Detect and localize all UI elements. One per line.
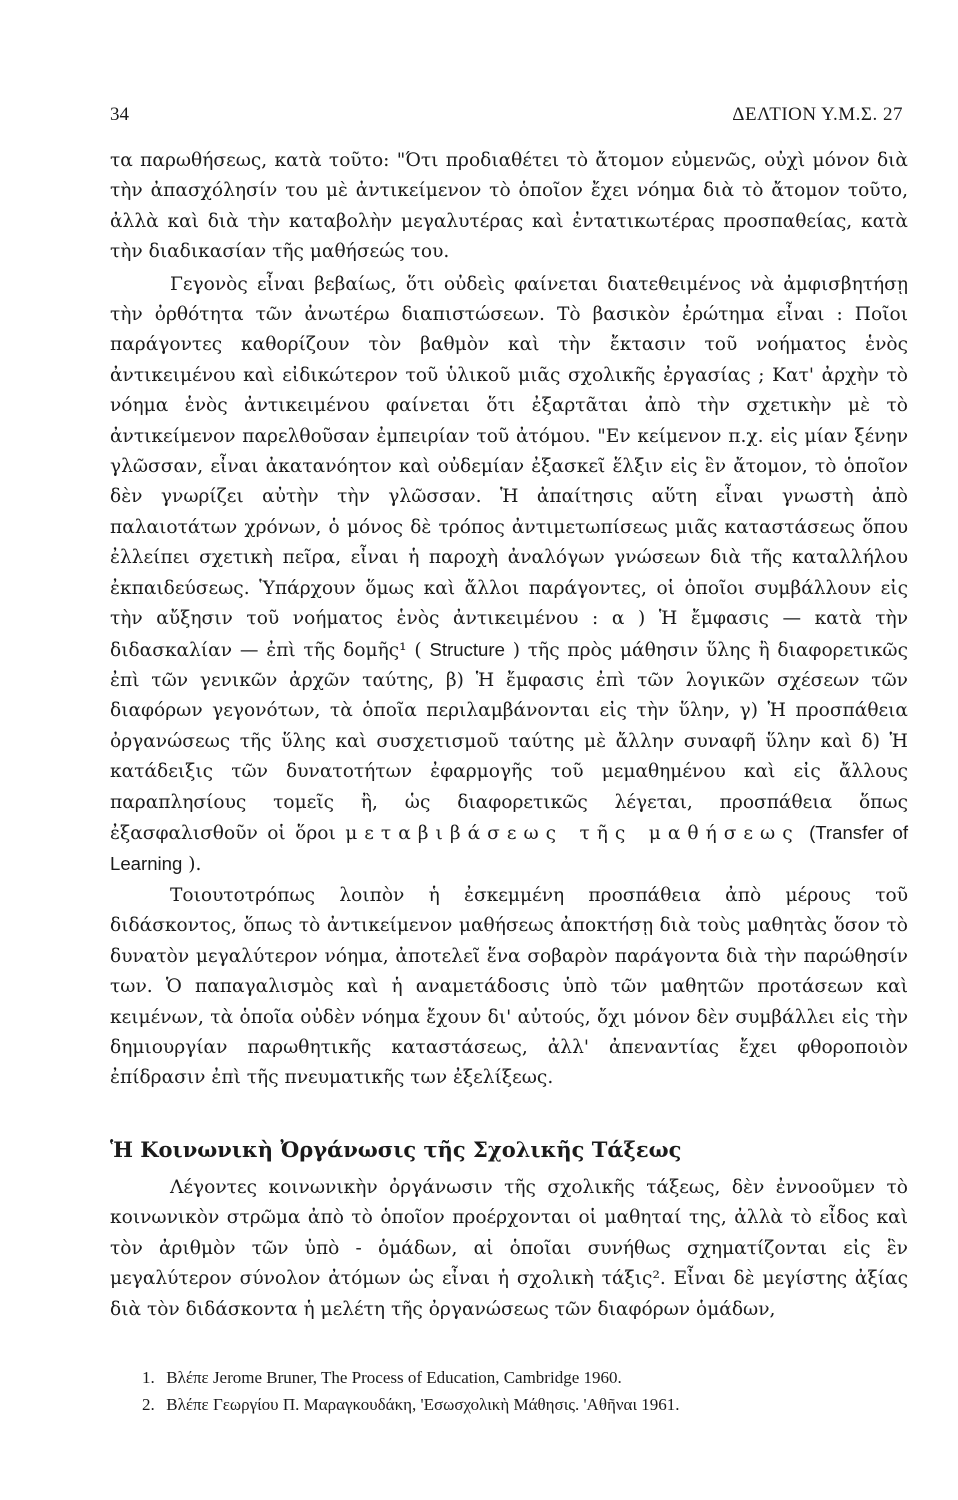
page-number: 34 — [110, 104, 129, 125]
spaced-emphasis: μεταβιβάσεως τῆς μαθήσεως — [345, 822, 800, 844]
term-structure: Structure — [429, 638, 505, 660]
footnote-text: Βλέπε Γεωργίου Π. Μαραγκουδάκη, 'Εσωσχολικὴ Μάθησις. 'Αθῆναι 1961. — [166, 1395, 680, 1414]
footnotes — [110, 1364, 908, 1418]
paragraph-conclusion: Τοιουτοτρόπως λοιπὸν ἡ ἐσκεμμένη προσπάθεια ἀπὸ μέρους τοῦ διδάσκοντος, ὅπως τὸ ἀντικείμενον μαθήσεως ἀποκτήσῃ διὰ τοὺς μαθητὰς ὅσον τὸ δυνατὸν μεγαλύτερον νόημα, ἀποτελεῖ ἕνα σοβαρὸν παράγοντα διὰ τὴν παρώθησίν των. Ὁ παπαγαλισμὸς καὶ ἡ αναμετάδοσις ὑπὸ τῶν μαθητῶν προτάσεων καὶ κειμένων, τὰ ὁποῖα οὐδὲν νόημα ἔχουν δι' αὐτούς, ὄχι μόνον δὲν συμβάλλει εἰς τὴν δημιουργίαν παρωθητικῆς καταστάσεως, ἀλλ' ἀπεναντίας ἔχει φθοροποιὸν ἐπίδρασιν ἐπὶ τῆς πνευματικῆς των ἐξελίξεως. — [110, 885, 908, 1089]
journal-title: ΔΕΛΤΙΟΝ Υ.Μ.Σ. 27 — [732, 104, 903, 125]
term-transfer-of-learning: (Transfer of Learning — [110, 821, 908, 875]
section-paragraph: Λέγοντες κοινωνικὴν ὀργάνωσιν τῆς σχολικῆς τάξεως, δὲν ἐννοοῦμεν τὸ κοινωνικὸν στρῶμα ἀπὸ τὸ ὁποῖον προέρχονται οἱ μαθηταί της, ἀλλὰ τὸ εἶδος καὶ τὸν ἀριθμὸν τῶν ὑπὸ - ὁμάδων, αἱ ὁποῖαι συνήθως σχηματίζονται εἰς ἓν μεγαλύτερον σύνολον ἀτόμων ὡς εἶναι ἡ σχολικὴ τάξις². Εἶναι δὲ μεγίστης ἀξίας διὰ τὸν διδάσκοντα ἡ μελέτη τῆς ὀργανώσεως τῶν διαφόρων ὁμάδων, — [110, 1177, 908, 1320]
footnote-number: 1. — [142, 1368, 155, 1387]
footnote-1 — [110, 1364, 908, 1391]
paragraph-text-part1: Γεγονὸς εἶναι βεβαίως, ὅτι οὐδεὶς φαίνεται διατεθειμένος νὰ ἀμφισβητήσῃ τὴν ὀρθότητα τῶν ἀνωτέρω διαπιστώσεων. Τὸ βασικὸν ἐρώτημα εἶναι : Ποῖοι παράγοντες καθορίζουν τὸν βαθμὸν καὶ τὴν ἔκτασιν τοῦ νοήματος ἑνὸς ἀντικειμένου καὶ εἰδικώτερον τοῦ ὑλικοῦ μιᾶς σχολικῆς ἐργασίας ; Κατ' ἀρχὴν τὸ νόημα ἑνὸς ἀντικειμένου φαίνεται ὅτι ἐξαρτᾶται ἀπὸ τὴν σχετικὴν μὲ τὸ ἀντικείμενον παρελθοῦσαν ἐμπειρίαν τοῦ ἀτόμου. "Εν κείμενον π.χ. εἰς μίαν ξένην γλῶσσαν, εἶναι ἀκατανόητον καὶ οὐδεμίαν ἐξασκεῖ ἕλξιν εἰς ἓν ἄτομον, τὸ ὁποῖον δὲν γνωρίζει αὐτὴν τὴν γλῶσσαν. Ἡ ἀπαίτησις αὕτη εἶναι γνωστὴ ἀπὸ παλαιοτάτων χρόνων, ὁ μόνος δὲ τρόπος ἀντιμετωπίσεως μιᾶς καταστάσεως ὅπου ἐλλείπει σχετικὴ πεῖρα, εἶναι ἡ παροχὴ ἀναλόγων γνώσεων διὰ τῆς καταλλήλου ἐκπαιδεύσεως. Ὑπάρχουν ὅμως καὶ ἄλλοι παράγοντες, οἱ ὁποῖοι συμβάλλουν εἰς τὴν αὔξησιν τοῦ νοήματος ἑνὸς ἀντικειμένου : α ) Ἡ ἔμφασις — κατὰ τὴν διδασκαλίαν — ἐπὶ τῆς δομῆς¹ ( — [110, 273, 908, 661]
paragraph-text-part2: ) τῆς πρὸς μάθησιν ὕλης ἢ διαφορετικῶς ἐπὶ τῶν γενικῶν ἀρχῶν ταύτης, β) Ἡ ἔμφασις ἐπὶ τῶν λογικῶν σχέσεων τῶν διαφόρων γεγονότων, τὰ ὁποῖα περιλαμβάνονται εἰς τὴν ὕλην, γ) Ἡ προσπάθεια ὀργανώσεως τῆς ὕλης καὶ συσχετισμοῦ ταύτης μὲ ἄλλην συναφῆ ὕλην καὶ δ) Ἡ κατάδειξις τῶν δυνατοτήτων ἐφαρμογῆς τοῦ μεμαθημένου καὶ εἰς ἄλλους παραπλησίους τομεῖς ἢ, ὡς διαφορετικῶς λέγεται, προσπάθεια ὅπως ἐξασφαλισθοῦν οἱ ὅροι — [110, 639, 908, 844]
footnote-text: Βλέπε Jerome Bruner, The Process of Education, Cambridge 1960. — [166, 1368, 622, 1387]
section-heading: Ἡ Κοινωνικὴ Ὀργάνωσις τῆς Σχολικῆς Τάξεως — [110, 1137, 682, 1162]
paragraph-text-end: ). — [188, 854, 202, 876]
paragraph-continuation: τα παρωθήσεως, κατὰ τοῦτο: "Ότι προδιαθέτει τὸ ἄτομον εὐμενῶς, οὐχὶ μόνον διὰ τὴν ἀπασχόλησίν του μὲ ἀντικείμενον τὸ ὁποῖον ἔχει νόημα διὰ τὸ ἄτομον τοῦτο, ἀλλὰ καὶ διὰ τὴν καταβολὴν μεγαλυτέρας καὶ ἐντατικωτέρας προσπαθείας, κατὰ τὴν διαδικασίαν τῆς μαθήσεώς του. — [110, 150, 908, 263]
paragraph-main-question — [110, 270, 908, 881]
body-text — [110, 146, 908, 1089]
footnote-number: 2. — [142, 1395, 155, 1414]
running-head — [110, 104, 903, 128]
footnote-2 — [110, 1391, 908, 1418]
